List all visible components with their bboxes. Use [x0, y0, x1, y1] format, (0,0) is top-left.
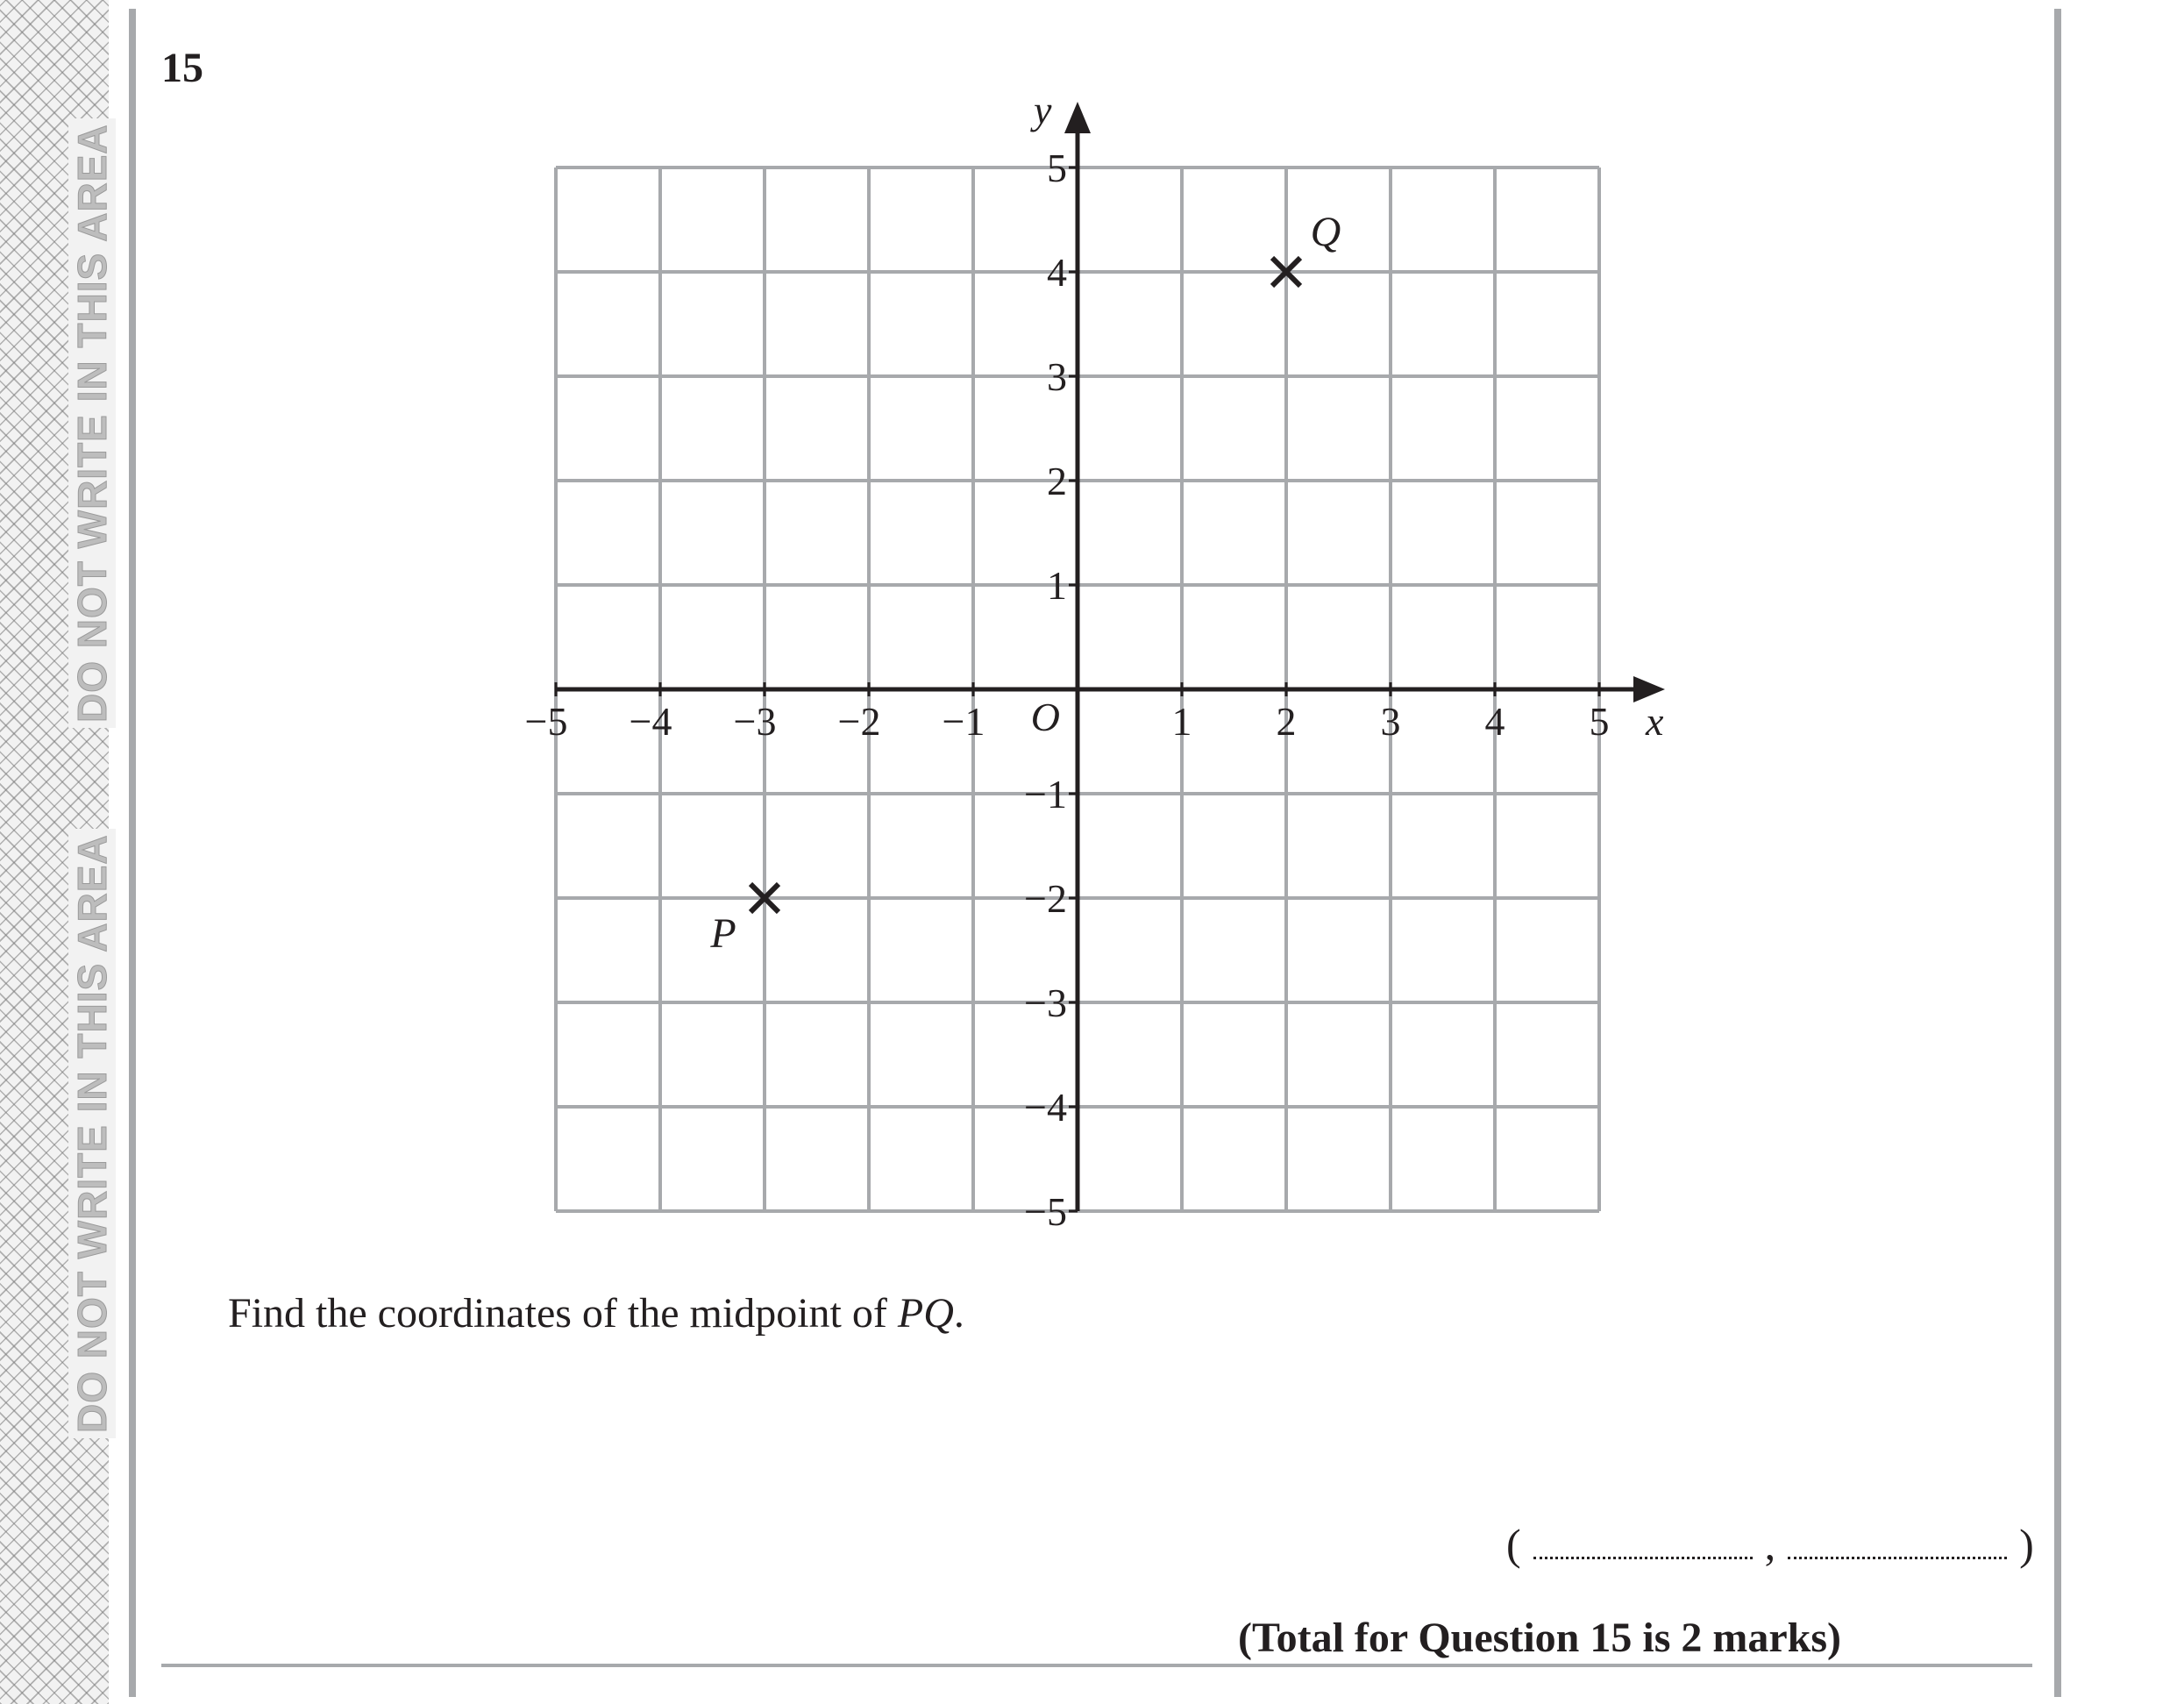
margin-warning-bottom: DO NOT WRITE IN THIS AREA [68, 829, 116, 1438]
x-tick-label: 4 [1484, 699, 1505, 744]
close-paren: ) [2019, 1520, 2034, 1569]
x-tick-label: 1 [1171, 699, 1192, 744]
y-tick-label: 2 [1047, 459, 1067, 503]
y-tick-label: −2 [1024, 876, 1067, 921]
y-tick-label: 3 [1047, 354, 1067, 399]
x-tick-label: −4 [629, 699, 672, 744]
answer-x-blank[interactable] [1533, 1530, 1753, 1559]
x-tick-label: −5 [524, 699, 568, 744]
x-tick-label: −1 [942, 699, 985, 744]
y-tick-label: −5 [1024, 1189, 1067, 1234]
prompt-text: Find the coordinates of the midpoint of [228, 1290, 898, 1337]
question-prompt [228, 1289, 964, 1337]
point-q-label: Q [1310, 209, 1341, 255]
y-axis-label: y [1034, 88, 1052, 132]
x-tick-label: 5 [1589, 699, 1610, 744]
origin-label: O [1030, 695, 1060, 739]
x-tick-label: 2 [1276, 699, 1297, 744]
x-tick-label: 3 [1380, 699, 1401, 744]
y-tick-label: −1 [1024, 772, 1067, 816]
plotted-points [709, 209, 1341, 957]
axes [556, 88, 1665, 1211]
bottom-rule [161, 1664, 2032, 1667]
x-tick-label: −2 [837, 699, 881, 744]
y-tick-label: 1 [1047, 563, 1067, 608]
open-paren: ( [1506, 1520, 1521, 1569]
answer-coordinates [1506, 1519, 2034, 1570]
y-tick-label: 4 [1047, 250, 1067, 295]
prompt-period: . [953, 1290, 964, 1337]
y-tick-label: 5 [1047, 146, 1067, 190]
answer-y-blank[interactable] [1788, 1530, 2007, 1559]
y-tick-label: −3 [1024, 980, 1067, 1025]
point-p-label: P [710, 910, 736, 957]
total-marks: (Total for Question 15 is 2 marks) [1238, 1615, 1842, 1661]
y-axis-arrow [1064, 102, 1091, 133]
comma: , [1764, 1520, 1776, 1569]
segment-label: PQ [897, 1290, 954, 1337]
margin-warning-top: DO NOT WRITE IN THIS AREA [68, 118, 116, 728]
x-tick-label: −3 [733, 699, 777, 744]
x-axis-label: x [1646, 699, 1664, 744]
question-number: 15 [161, 45, 203, 91]
y-tick-label: −4 [1024, 1085, 1067, 1130]
